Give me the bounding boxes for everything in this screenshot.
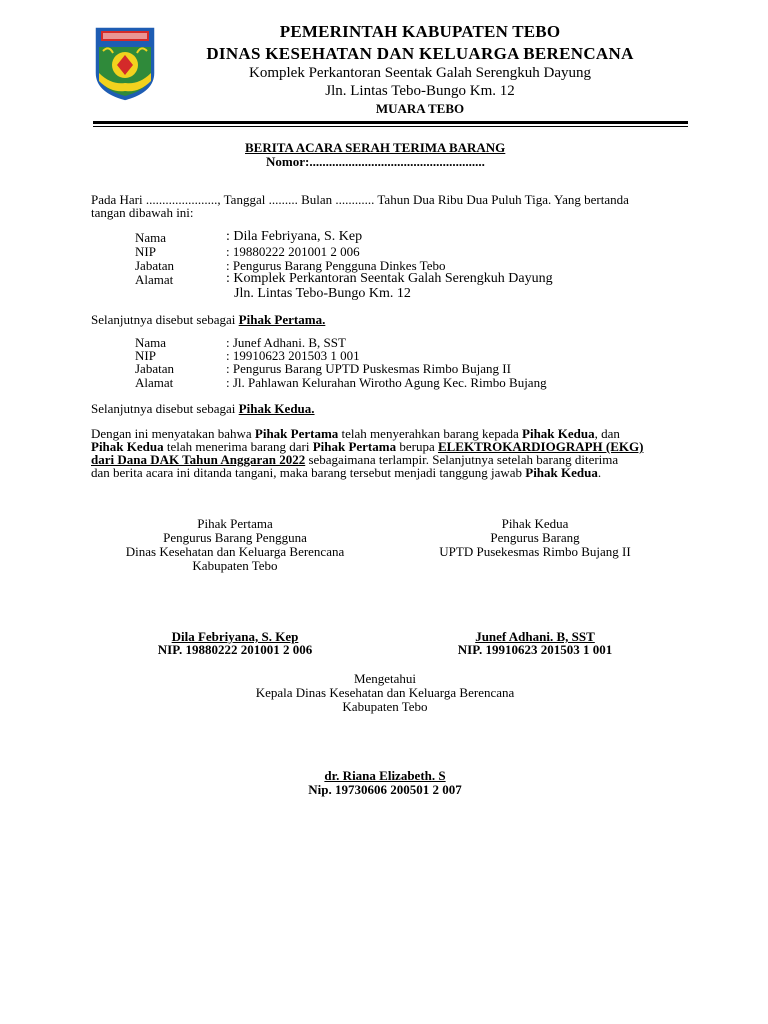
statement-term-pihak-kedua: Pihak Kedua: [522, 426, 595, 441]
party1-nama: : Dila Febriyana, S. Kep: [226, 229, 363, 244]
statement-funding-source: dari Dana DAK Tahun Anggaran 2022: [91, 452, 306, 467]
party1-label-nama: Nama: [135, 230, 167, 245]
signature-approver-title-2: Kabupaten Tebo: [342, 699, 428, 714]
party1-nip: : 19880222 201001 2 006: [226, 244, 360, 259]
party1-label-nip: NIP: [135, 244, 156, 259]
signature-left-title-2: Dinas Kesehatan dan Keluarga Berencana: [125, 544, 345, 559]
signature-approver-block: [200, 672, 570, 714]
party2-nama: : Junef Adhani. B, SST: [226, 335, 346, 350]
letterhead-rule-thin: [93, 126, 688, 127]
signature-approver-title-1: Kepala Dinas Kesehatan dan Keluarga Berencana: [255, 685, 515, 700]
statement-text: Dengan ini menyatakan bahwa: [91, 426, 255, 441]
signature-left-nip: NIP. 19880222 201001 2 006: [157, 642, 313, 657]
intro-line-2: tangan dibawah ini:: [91, 205, 194, 220]
signature-approver-heading: Mengetahui: [353, 671, 417, 686]
signature-right-title-1: Pengurus Barang: [490, 530, 580, 545]
party1-label-alamat: Alamat: [135, 272, 174, 287]
party1-designation-prefix: Selanjutnya disebut sebagai: [91, 312, 239, 327]
intro-line-1: Pada Hari ......................, Tanggal ......... Bulan ............ Tahun Dua Ribu Dua Puluh Tiga. Yang bertanda: [91, 192, 629, 207]
regency-emblem-logo: [91, 23, 159, 103]
party2-designation-prefix: Selanjutnya disebut sebagai: [91, 401, 239, 416]
statement-text: , dan: [594, 426, 620, 441]
letterhead-address-1: Komplek Perkantoran Seentak Galah Serengkuh Dayung: [249, 65, 591, 81]
statement-text: sebagaimana terlampir. Selanjutnya setelah barang diterima: [305, 452, 619, 467]
party1-designation: [91, 313, 325, 326]
party1-alamat-2: Jln. Lintas Tebo-Bungo Km. 12: [234, 286, 411, 301]
document-number: Nomor:......................................................: [266, 154, 485, 169]
party2-label-alamat: Alamat: [135, 375, 174, 390]
party1-label-jabatan: Jabatan: [135, 258, 174, 273]
signature-left-title-3: Kabupaten Tebo: [192, 558, 278, 573]
party2-label-nama: Nama: [135, 335, 167, 350]
statement-term-pihak-kedua: Pihak Kedua: [525, 465, 598, 480]
statement-text: berupa: [396, 439, 438, 454]
letterhead-government: PEMERINTAH KABUPATEN TEBO: [279, 22, 561, 41]
document-title: BERITA ACARA SERAH TERIMA BARANG: [245, 140, 506, 155]
signature-left-role: Pihak Pertama: [197, 516, 273, 531]
party2-jabatan: : Pengurus Barang UPTD Puskesmas Rimbo Bujang II: [226, 361, 511, 376]
statement-item-name: ELEKTROKARDIOGRAPH (EKG): [437, 439, 644, 454]
statement-term-pihak-pertama: Pihak Pertama: [312, 439, 397, 454]
party2-label-jabatan: Jabatan: [135, 361, 174, 376]
signature-right-role: Pihak Kedua: [501, 516, 569, 531]
statement-text: telah menyerahkan barang kepada: [338, 426, 523, 441]
statement-text: dan berita acara ini ditanda tangani, maka barang tersebut menjadi tanggung jawab: [91, 465, 526, 480]
statement-text: telah menerima barang dari: [163, 439, 313, 454]
party2-designation: [91, 402, 315, 415]
signature-right-nip: NIP. 19910623 201503 1 001: [457, 642, 613, 657]
statement-line-4: [91, 466, 601, 479]
letterhead-agency: DINAS KESEHATAN DAN KELUARGA BERENCANA: [206, 44, 634, 63]
signature-left-block: [90, 517, 380, 573]
party2-designation-term: Pihak Kedua.: [238, 401, 315, 416]
letterhead-address-2: Jln. Lintas Tebo-Bungo Km. 12: [325, 83, 515, 99]
party2-label-nip: NIP: [135, 348, 156, 363]
signature-approver-name: dr. Riana Elizabeth. S: [324, 768, 446, 783]
signature-left-name: Dila Febriyana, S. Kep: [171, 629, 299, 644]
statement-term-pihak-pertama: Pihak Pertama: [254, 426, 339, 441]
letterhead-city: MUARA TEBO: [375, 101, 465, 116]
party1-designation-term: Pihak Pertama.: [238, 312, 326, 327]
signature-approver-nip: Nip. 19730606 200501 2 007: [308, 782, 462, 797]
party1-alamat-1: : Komplek Perkantoran Seentak Galah Serengkuh Dayung: [226, 271, 553, 286]
statement-term-pihak-kedua: Pihak Kedua: [91, 439, 164, 454]
statement-text: .: [597, 465, 602, 480]
signature-left-title-1: Pengurus Barang Pengguna: [163, 530, 307, 545]
party1-jabatan: : Pengurus Barang Pengguna Dinkes Tebo: [226, 258, 446, 273]
party2-alamat: : Jl. Pahlawan Kelurahan Wirotho Agung Kec. Rimbo Bujang: [226, 375, 547, 390]
party2-nip: : 19910623 201503 1 001: [226, 348, 360, 363]
signature-right-title-2: UPTD Pusekesmas Rimbo Bujang II: [439, 544, 631, 559]
signature-right-block: [400, 517, 670, 559]
letterhead-rule-thick: [93, 121, 688, 124]
signature-right-name: Junef Adhani. B, SST: [475, 629, 595, 644]
